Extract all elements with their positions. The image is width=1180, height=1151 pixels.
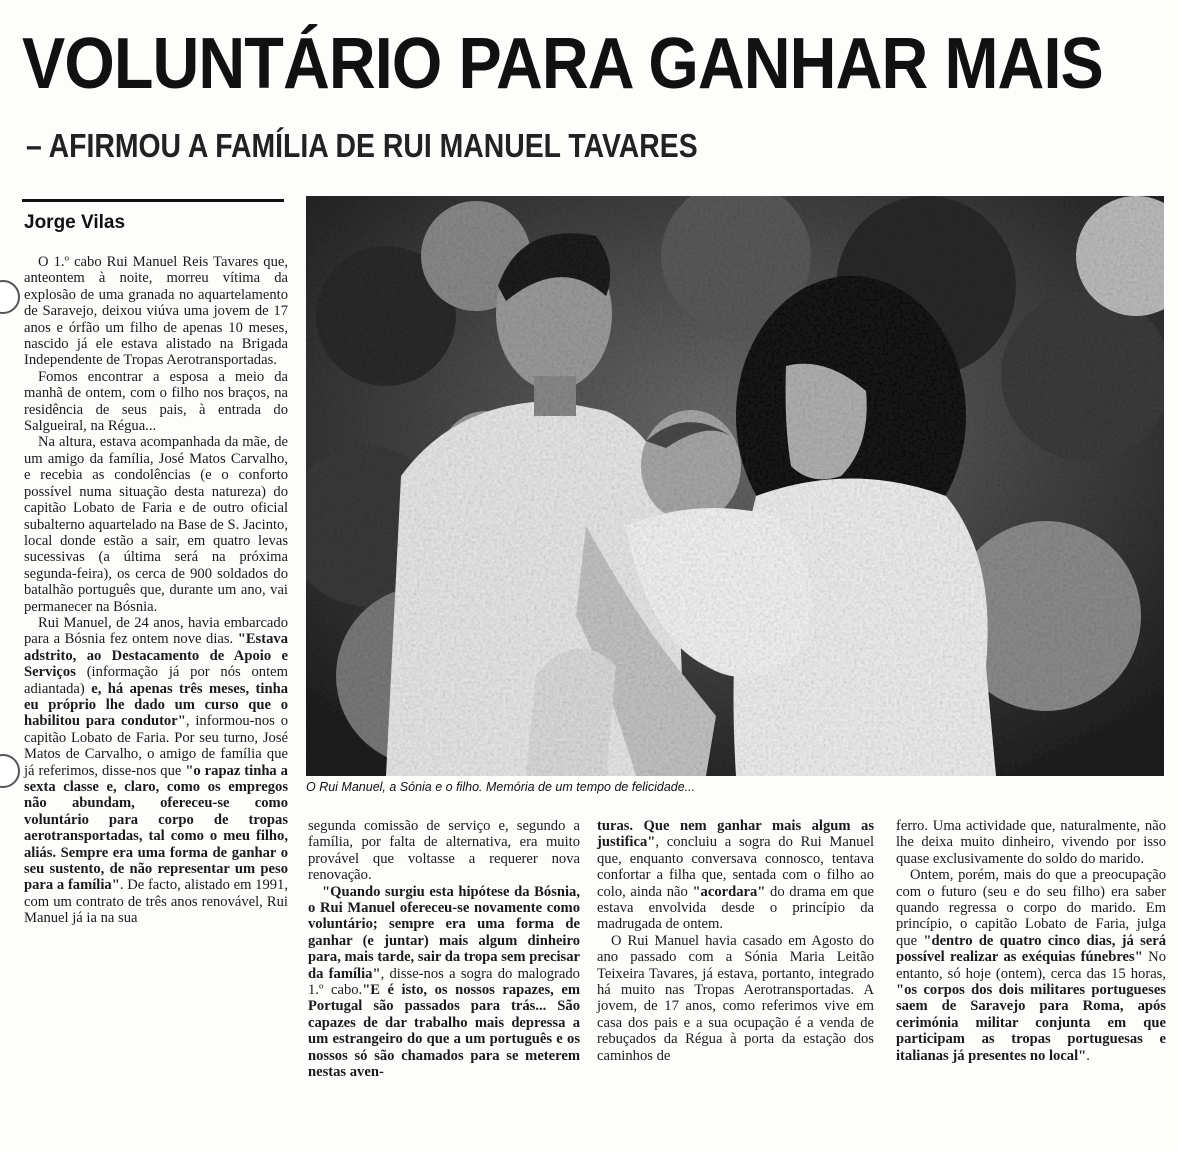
- subheadline: – AFIRMOU A FAMÍLIA DE RUI MANUEL TAVARES: [26, 127, 698, 164]
- punch-hole: [0, 280, 20, 314]
- paragraph: [597, 818, 874, 933]
- paragraph: O 1.º cabo Rui Manuel Reis Tavares que, anteontem à noite, morreu vítima da explosão de uma granada no aquartelamento de Saravejo, deixou viúva uma jovem de 17 anos e órfão um filho de apenas 10 meses, nascido já ele estava alistado na Brigada Independente de Tropas Aerotransportadas.: [24, 254, 288, 369]
- text-run: . De facto, alistado em 1991, com um contrato de três anos renovável, Rui Manuel já ia na sua: [24, 877, 288, 927]
- text-run: do drama em que estava envolvida desde o princípio da madrugada de ontem.: [597, 883, 874, 933]
- family-photo: [306, 196, 1164, 776]
- photo-caption: O Rui Manuel, a Sónia e o filho. Memória de um tempo de felicidade...: [306, 780, 696, 794]
- text-run: , concluiu a sogra do Rui Manuel que, enquanto conversava connosco, tentava confortar a filha que, sentada com o filho ao colo, ainda não: [597, 834, 874, 900]
- text-run: , informou-nos o capitão Lobato de Faria. Por seu turno, José Matos de Carvalho, o amigo de família que já referimos, disse-nos que: [24, 713, 288, 779]
- byline: Jorge Vilas: [24, 212, 126, 233]
- quote-bold: turas. Que nem ganhar mais algum as justifica": [597, 818, 874, 851]
- quote-bold: "acordara": [692, 883, 766, 900]
- punch-hole: [0, 754, 20, 788]
- paragraph: ferro. Uma actividade que, naturalmente, não lhe deixa muito dinheiro, vivendo por isso quase exclusivamente do soldo do marido.: [896, 818, 1166, 867]
- article-column-2: [308, 818, 580, 1081]
- paragraph: segunda comissão de serviço e, segundo a família, por falta de alternativa, era muito provável que voltasse a requerer nova renovação.: [308, 818, 580, 884]
- text-run: Ontem, porém, mais do que a preocupação com o futuro (seu e do seu filho) era saber quando regressa o corpo do marido. Em princípio, o capitão Lobato de Faria, julga que: [896, 867, 1166, 949]
- byline-rule: [22, 199, 284, 202]
- quote-bold: "E é isto, os nossos rapazes, em Portugal são passados para trás... São capazes de dar trabalho mais depressa a um estrangeiro do que a um português e os nossos só são chamados para se meterem nestas aven-: [308, 982, 580, 1081]
- text-run: (informação já por nós ontem adiantada): [24, 664, 288, 697]
- paragraph: Fomos encontrar a esposa a meio da manhã de ontem, com o filho nos braços, na residência de seus pais, à entrada do Salgueiral, na Régua...: [24, 368, 288, 435]
- quote-bold: "os corpos dos dois militares portugueses saem de Saravejo para Roma, após cerimónia militar conjunta em que participam as tropas portuguesas e italianas já presentes no local": [896, 982, 1166, 1064]
- quote-bold: "o rapaz tinha a sexta classe e, claro, como os empregos não abundam, ofereceu-se como voluntário para corpo de tropas aerotransportadas, tal como o meu filho, aliás. Sempre era uma forma de ganhar o seu sustento, de não representar um peso para a família": [24, 762, 288, 894]
- paragraph: O Rui Manuel havia casado em Agosto do ano passado com a Sónia Maria Leitão Teixeira Tavares, já estava, portanto, integrado há muito nas Tropas Aerotransportadas. A jovem, de 17 anos, como referimos vive em casa dos pais e a sua ocupação é a venda de rebuçados da Régua à porta da estação dos caminhos de: [597, 932, 874, 1064]
- paragraph: [308, 884, 580, 1081]
- paragraph: [24, 615, 288, 927]
- article-column-1: [24, 254, 288, 927]
- paragraph: [896, 867, 1166, 1064]
- text-run: .: [1086, 1047, 1090, 1064]
- text-run: Rui Manuel, de 24 anos, havia embarcado para a Bósnia fez ontem nove dias.: [24, 614, 288, 648]
- quote-bold: "Quando surgiu esta hipótese da Bósnia, o Rui Manuel ofereceu-se novamente como voluntário; sempre era uma forma de ganhar (e juntar) mais algum dinheiro para, mais tarde, sair da tropa sem precisar da família": [308, 883, 580, 982]
- article-column-4: [896, 818, 1166, 1064]
- article-column-3: [597, 818, 874, 1064]
- paragraph: Na altura, estava acompanhada da mãe, de um amigo da família, José Matos Carvalho, e recebia as condolências (e o conforto possível numa situação desta natureza) do capitão Lobato de Faria e de outro oficial subalterno aquartelado na Base de S. Jacinto, local donde estão a sair, em quatro levas sucessivas (a última será na próxima segunda-feira), os cerca de 900 soldados do batalhão português que, durante um ano, vai permanecer na Bósnia.: [24, 434, 288, 615]
- text-run: , disse-nos a sogra do malogrado 1.º cabo.: [308, 965, 580, 999]
- quote-bold: "dentro de quatro cinco dias, já será possível realizar as exéquias fúnebres": [896, 932, 1166, 966]
- headline: VOLUNTÁRIO PARA GANHAR MAIS: [22, 24, 1103, 104]
- text-run: No entanto, só hoje (ontem), cerca das 15 horas,: [896, 949, 1166, 982]
- quote-bold: "Estava adstrito, ao Destacamento de Apoio e Serviços: [24, 631, 288, 681]
- quote-bold: e, há apenas três meses, tinha eu próprio lhe dado um curso que o habilitou para condutor": [24, 680, 288, 730]
